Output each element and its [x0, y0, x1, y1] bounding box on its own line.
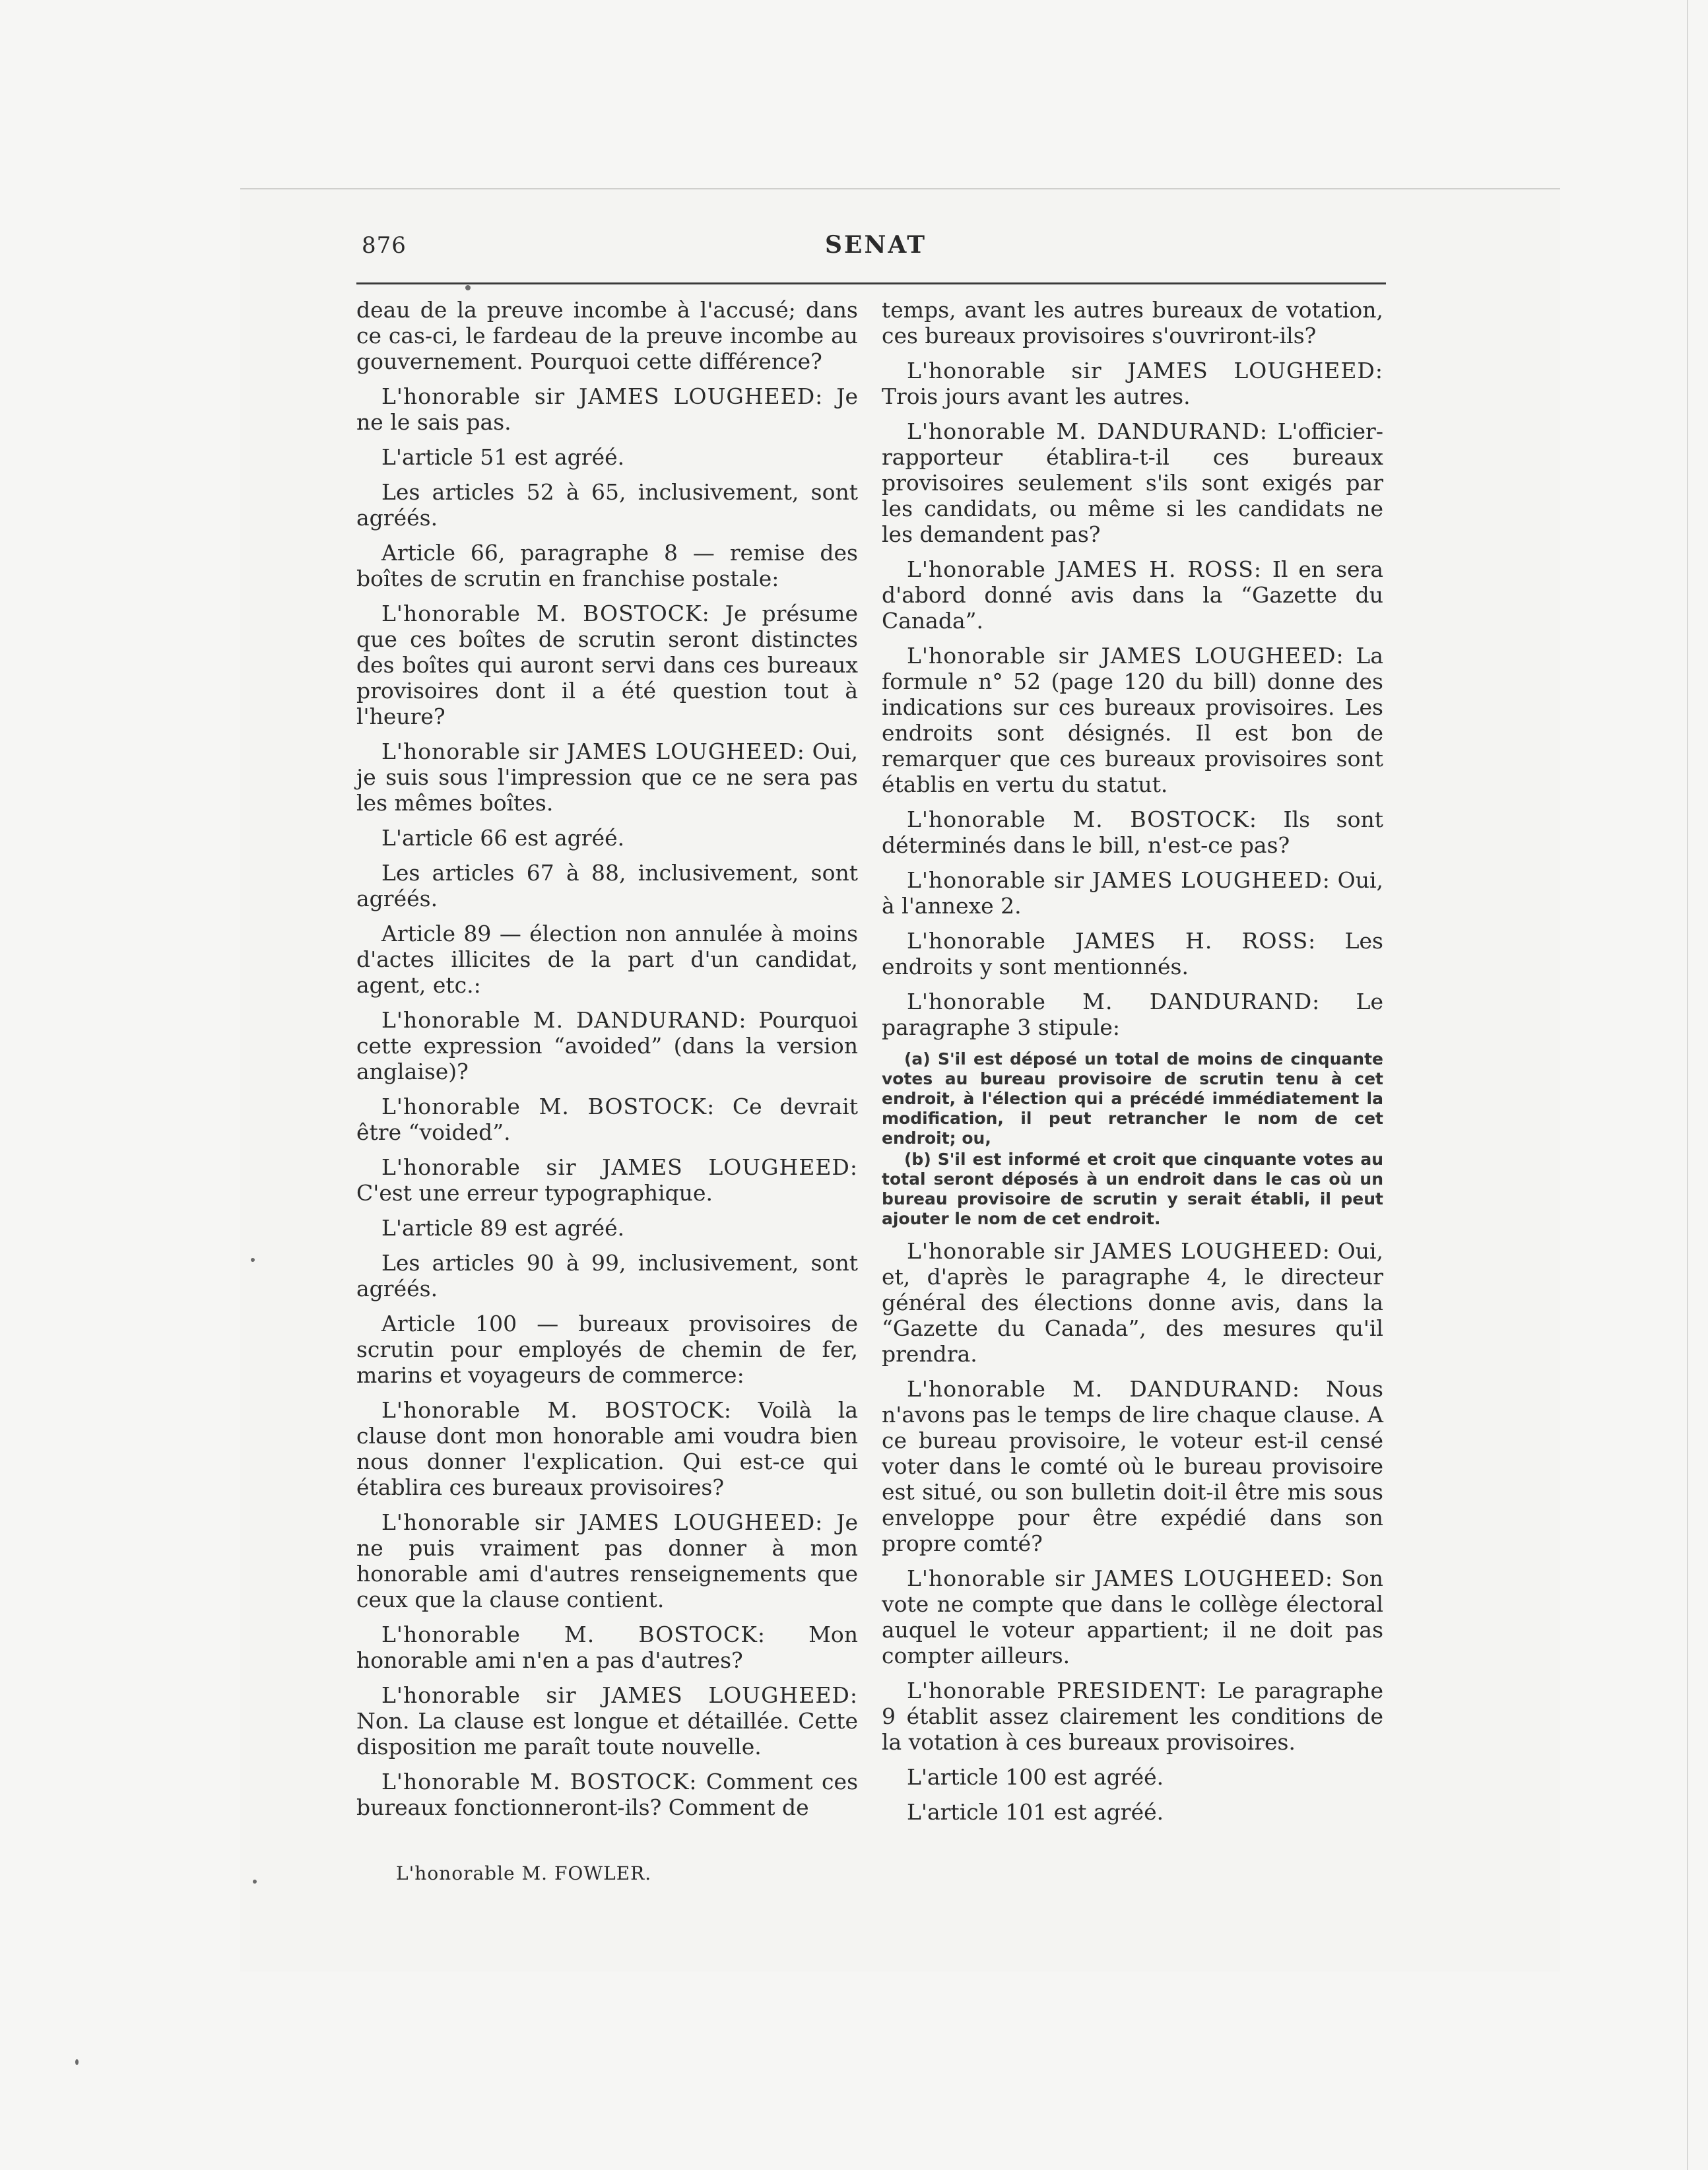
speaker-name: L'honorable sir JAMES LOUGHEED:: [381, 1154, 858, 1180]
paragraph-text: Les articles 90 à 99, inclusivement, sont agréés.: [356, 1250, 858, 1301]
paragraph-text: C'est une erreur typographique.: [356, 1180, 713, 1206]
speech-paragraph: [882, 806, 1383, 858]
paragraph-text: Nous n'avons pas le temps de lire chaque clause. A ce bureau provisoire, le voteur est-il censé voter dans le comté où le bureau provisoire est situé, ou son bulletin doit-il être mis sous enveloppe pour être expédié dans son propre comté?: [882, 1376, 1383, 1556]
paragraph-text: Oui, à l'annexe 2.: [882, 867, 1383, 919]
text-paragraph: [356, 540, 858, 591]
speech-paragraph: [882, 1376, 1383, 1556]
speech-paragraph: [356, 601, 858, 729]
speech-paragraph: [882, 867, 1383, 919]
text-paragraph: [356, 479, 858, 531]
speaker-name: L'honorable sir JAMES LOUGHEED:: [381, 1682, 858, 1708]
speaker-name: L'honorable sir JAMES LOUGHEED:: [381, 739, 805, 764]
speech-paragraph: [356, 1007, 858, 1084]
paragraph-text: L'article 101 est agréé.: [907, 1799, 1164, 1825]
speaker-name: L'honorable sir JAMES LOUGHEED:: [907, 643, 1344, 669]
speaker-name: L'honorable M. DANDURAND:: [907, 418, 1268, 444]
speaker-name: L'honorable M. BOSTOCK:: [381, 1622, 766, 1647]
speaker-name: L'honorable sir JAMES LOUGHEED:: [907, 358, 1383, 383]
speaker-name: L'honorable M. BOSTOCK:: [381, 601, 710, 626]
quoted-clause: (a) S'il est déposé un total de moins de cinquante votes au bureau provisoire de scrutin tenu à cet endroit, à l'élection qui a précédé immédiatement la modification, il peut retrancher le nom de cet endroit; ou,: [882, 1049, 1383, 1148]
running-head-title: SENAT: [825, 231, 927, 259]
catchword-footer: L'honorable M. FOWLER.: [396, 1862, 652, 1884]
speech-paragraph: [882, 556, 1383, 634]
paragraph-text: L'article 66 est agréé.: [381, 825, 625, 851]
speaker-name: L'honorable M. BOSTOCK:: [381, 1397, 733, 1423]
paragraph-text: Les articles 67 à 88, inclusivement, sont agréés.: [356, 860, 858, 911]
scan-speck: [253, 1880, 257, 1884]
paragraph-text: deau de la preuve incombe à l'accusé; dans ce cas-ci, le fardeau de la preuve incombe au gouvernement. Pourquoi cette différence?: [356, 297, 858, 374]
header-rule: [356, 282, 1386, 284]
speaker-name: L'honorable M. BOSTOCK:: [381, 1094, 715, 1119]
speech-paragraph: [356, 383, 858, 435]
paragraph-text: Il en sera d'abord donné avis dans la “Gazette du Canada”.: [882, 556, 1383, 634]
scan-speck: [75, 2059, 79, 2065]
speech-paragraph: [356, 1397, 858, 1500]
speech-paragraph: [882, 643, 1383, 797]
scan-speck: [465, 285, 471, 290]
speech-paragraph: [882, 1678, 1383, 1755]
speech-paragraph: [356, 1094, 858, 1145]
left-text-column: [356, 297, 858, 1829]
paragraph-text: L'article 51 est agréé.: [381, 444, 625, 470]
right-text-column: [882, 297, 1383, 1834]
text-paragraph: [356, 297, 858, 374]
paragraph-text: Je ne puis vraiment pas donner à mon honorable ami d'autres renseignements que ceux que la clause contient.: [356, 1509, 859, 1612]
speaker-name: L'honorable M. BOSTOCK:: [381, 1769, 698, 1794]
text-paragraph: [356, 1250, 858, 1301]
paragraph-text: Les endroits y sont mentionnés.: [882, 928, 1383, 979]
speech-paragraph: [882, 928, 1383, 979]
speaker-name: L'honorable M. DANDURAND:: [907, 1376, 1300, 1402]
speaker-name: L'honorable JAMES H. ROSS:: [907, 928, 1317, 954]
paragraph-text: Le paragraphe 9 établit assez clairement les conditions de la votation à ces bureaux provisoires.: [882, 1678, 1383, 1755]
speaker-name: L'honorable M. DANDURAND:: [907, 989, 1321, 1014]
speaker-name: L'honorable JAMES H. ROSS:: [907, 556, 1263, 582]
paragraph-text: Pourquoi cette expression “avoided” (dans la version anglaise)?: [356, 1007, 858, 1084]
paragraph-text: Mon honorable ami n'en a pas d'autres?: [356, 1622, 858, 1673]
paragraph-text: Ce devrait être “voided”.: [356, 1094, 858, 1145]
paragraph-text: Article 89 — élection non annulée à moins d'actes illicites de la part d'un candidat, agent, etc.:: [356, 921, 858, 998]
speech-paragraph: [356, 739, 858, 816]
scan-speck: [251, 1258, 255, 1262]
paragraph-text: Oui, et, d'après le paragraphe 4, le directeur général des élections donne avis, dans la “Gazette du Canada”, des mesures qu'il prendra.: [882, 1238, 1383, 1367]
paragraph-text: Comment ces bureaux fonctionneront-ils? Comment de: [356, 1769, 858, 1820]
speaker-name: L'honorable PRESIDENT:: [907, 1678, 1208, 1703]
paragraph-text: Les articles 52 à 65, inclusivement, sont agréés.: [356, 479, 858, 531]
speech-paragraph: [882, 358, 1383, 409]
quoted-clause: (b) S'il est informé et croit que cinquante votes au total seront déposés à un endroit dans le cas où un bureau provisoire de scrutin y serait établi, il peut ajouter le nom de cet endroit.: [882, 1150, 1383, 1228]
paragraph-text: La formule n° 52 (page 120 du bill) donne des indications sur ces bureaux provisoires. Les endroits sont désignés. Il est bon de remarquer que ces bureaux provisoires sont établis en vertu du statut.: [882, 643, 1384, 797]
text-paragraph: [356, 1311, 858, 1388]
speech-paragraph: [882, 1238, 1383, 1367]
paragraph-text: Je ne le sais pas.: [356, 383, 859, 435]
paragraph-text: Son vote ne compte que dans le collège électoral auquel le voteur appartient; il ne doit pas compter ailleurs.: [882, 1565, 1383, 1668]
speech-paragraph: [356, 1622, 858, 1673]
paragraph-text: temps, avant les autres bureaux de votation, ces bureaux provisoires s'ouvriront-ils?: [882, 297, 1383, 348]
speech-paragraph: [882, 1565, 1383, 1668]
speaker-name: L'honorable M. BOSTOCK:: [907, 806, 1257, 832]
page-number: 876: [362, 232, 407, 259]
paragraph-text: Article 100 — bureaux provisoires de scrutin pour employés de chemin de fer, marins et voyageurs de commerce:: [356, 1311, 858, 1388]
text-paragraph: [356, 444, 858, 470]
text-paragraph: [356, 921, 858, 998]
paragraph-text: L'article 100 est agréé.: [907, 1764, 1164, 1790]
text-paragraph: [882, 297, 1383, 348]
paragraph-text: Le paragraphe 3 stipule:: [882, 989, 1383, 1040]
speaker-name: L'honorable M. DANDURAND:: [381, 1007, 747, 1033]
speech-paragraph: [356, 1154, 858, 1206]
speaker-name: L'honorable sir JAMES LOUGHEED:: [907, 1565, 1334, 1591]
text-paragraph: [882, 1799, 1383, 1825]
text-paragraph: [356, 1215, 858, 1241]
paragraph-text: Ils sont déterminés dans le bill, n'est-ce pas?: [882, 806, 1383, 858]
speech-paragraph: [882, 989, 1383, 1040]
text-paragraph: [356, 825, 858, 851]
paragraph-text: Trois jours avant les autres.: [882, 383, 1191, 409]
paragraph-text: Je présume que ces boîtes de scrutin seront distinctes des boîtes qui auront servi dans ces bureaux provisoires dont il a été question tout à l'heure?: [356, 601, 858, 729]
text-paragraph: [882, 1764, 1383, 1790]
text-paragraph: [356, 860, 858, 911]
speaker-name: L'honorable sir JAMES LOUGHEED:: [381, 1509, 824, 1535]
paragraph-text: Non. La clause est longue et détaillée. Cette disposition me paraît toute nouvelle.: [356, 1708, 858, 1759]
scan-edge: [1687, 0, 1688, 2170]
paragraph-text: Voilà la clause dont mon honorable ami voudra bien nous donner l'explication. Qui est-ce qui établira ces bureaux provisoires?: [356, 1397, 858, 1500]
paragraph-text: Oui, je suis sous l'impression que ce ne sera pas les mêmes boîtes.: [356, 739, 858, 816]
paragraph-text: Article 66, paragraphe 8 — remise des boîtes de scrutin en franchise postale:: [356, 540, 858, 591]
speaker-name: L'honorable sir JAMES LOUGHEED:: [907, 1238, 1330, 1264]
paragraph-text: L'article 89 est agréé.: [381, 1215, 625, 1241]
speech-paragraph: [356, 1682, 858, 1759]
speaker-name: L'honorable sir JAMES LOUGHEED:: [907, 867, 1330, 893]
speech-paragraph: [882, 418, 1383, 547]
speaker-name: L'honorable sir JAMES LOUGHEED:: [381, 383, 824, 409]
speech-paragraph: [356, 1509, 858, 1612]
paragraph-text: L'officier-rapporteur établira-t-il ces bureaux provisoires seulement s'ils sont exigés par les candidats, ou même si les candidats ne les demandent pas?: [882, 418, 1383, 547]
speech-paragraph: [356, 1769, 858, 1820]
